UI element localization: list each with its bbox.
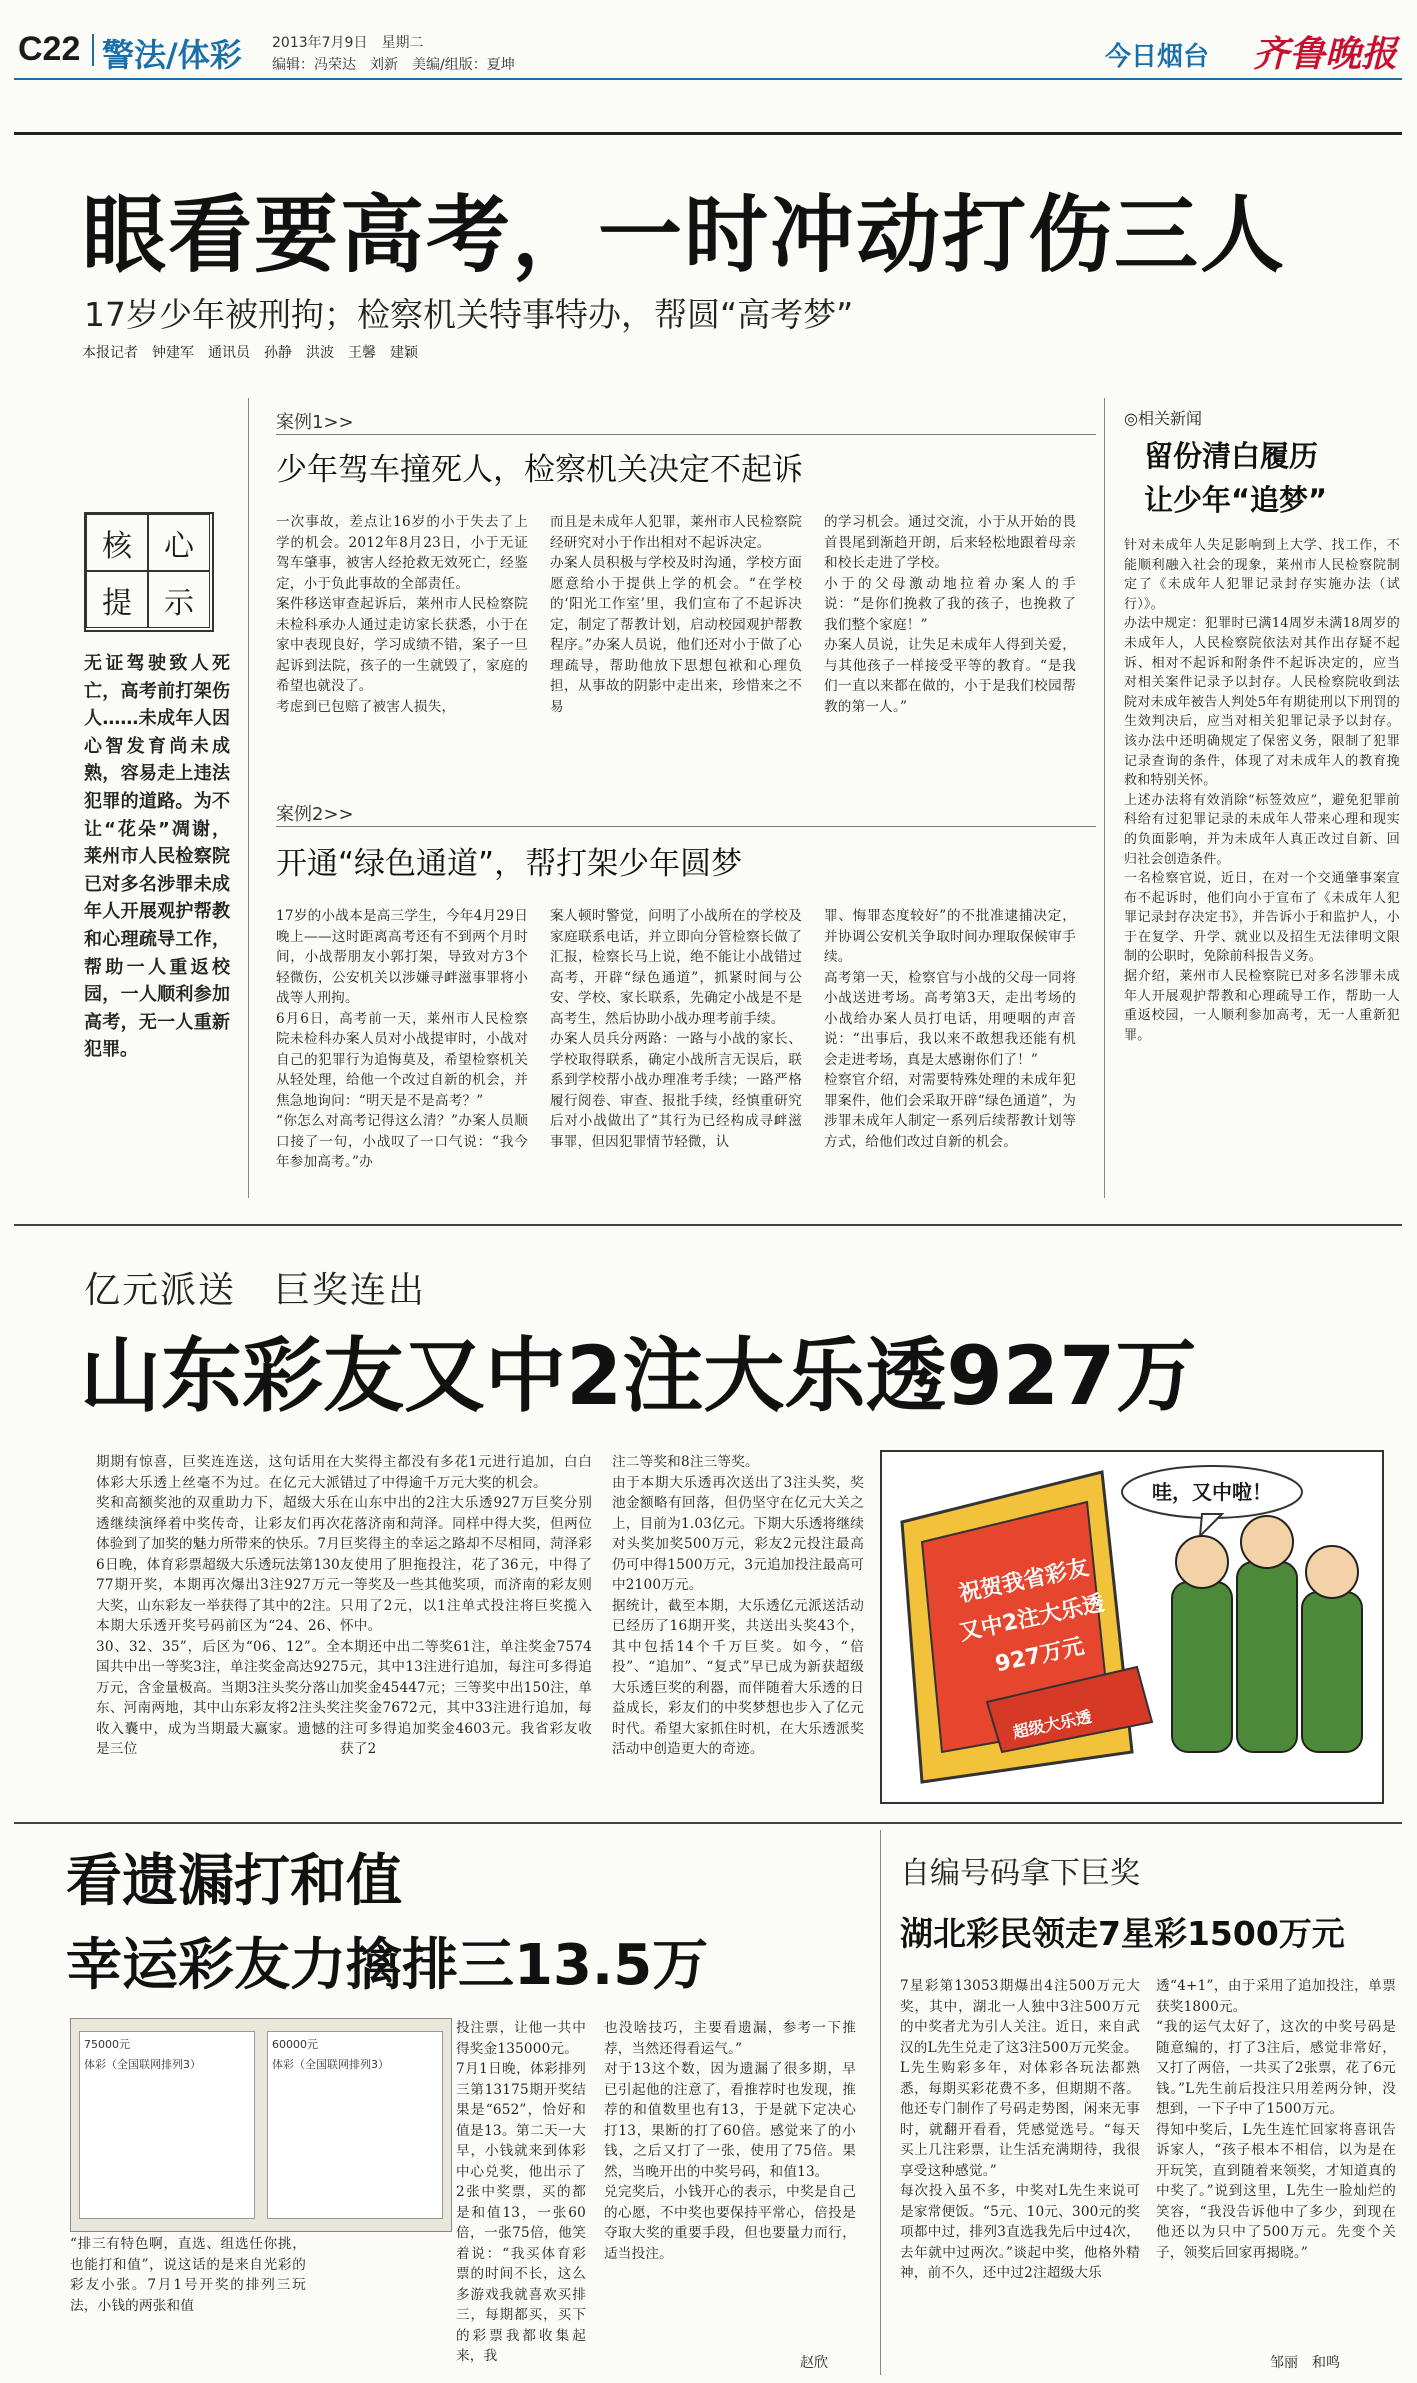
page-number: C22 [18,30,81,68]
cartoon-ribbon: 超级大乐透 [1011,1706,1094,1743]
section-rule [14,1822,1402,1824]
story3-signature: 赵欣 [800,2355,828,2371]
story2-column-2: 大奖得主都没有多花1元进行追加，白白错过了中得逾千万元大奖的机会。 在山东中出的2注大乐透927万巨奖分别花落济南和菏泽。同样中得大奖，但两位巨奖得主的幸运之路却不尽相同，菏泽彩友使用了胆拖投注，花了36元，中得了一等奖及一些其他奖项，而济南的彩友则只用了2元，以1注单式投注将巨奖揽入怀中。 本期还中出二等奖61注，单注奖金75745元，其中13注进行追加，每注可多得追加奖金45447元；三等奖中出150注，单注奖金7672元，其中33注进行追加，每注可多得追加奖金4603元。我省彩友收获了2 [340,1454,592,1757]
newspaper-logo: 齐鲁晚报 [1252,33,1397,75]
case1-rule [276,434,1096,435]
dateline: 2013年7月9日 星期二 [272,35,424,51]
ticket-caption: 体彩（全国联网排列3） [84,2058,201,2071]
case2-label: 案例2>> [276,804,354,825]
lottery-tickets-photo [70,2018,452,2232]
ticket-image [79,2031,255,2219]
related-news-tag: ◎相关新闻 [1124,409,1202,428]
related-news-title: 留份清白履历 让少年“追梦” [1144,439,1328,517]
story2-column-1: 期期有惊喜，巨奖连连送，这句话用在体彩大乐透上丝毫不为过。在亿元大派奖和高额奖池的双重助力下，超级大乐透继续演绎着中奖传奇，让彩友们再次体验到了加奖的魅力所带来的快乐。7月6日晚，体育彩票超级大乐透玩法第13077期开奖，本期再次爆出3注927万元大奖，山东彩友一举获得了其中的2注。 本期大乐透开奖号码前区为“24、26、30、32、35”，后区为“06、12”。全国共中出一等奖3注，单注奖金高达927万元，含金量极高。当期3注头奖分落山东、河南两地，其中山东彩友将2注头奖收入囊中，成为当期最大赢家。遗憾的是三位 [96,1454,340,1757]
story4-headline: 湖北彩民领走7星彩1500万元 [900,1914,1345,1953]
section-rule [14,1224,1402,1226]
story1-byline: 本报记者 钟建军 通讯员 孙静 洪波 王馨 建颖 [82,345,418,361]
cartoon-sign-text: 祝贺我省彩友 又中2注大乐透 927万元 [956,1555,1107,1678]
case1-column-2: 而且是未成年人犯罪，莱州市人民检察院经研究对小于作出相对不起诉决定。 办案人员积极与学校及时沟通，学校方面愿意给小于提供上学的机会。“在学校的‘阳光工作室’里，我们宣布了不起诉决定，制定了帮教计划，启动校园观护帮教程序。”办案人员说，他们还对小于做了心理疏导，帮助他放下思想包袱和心理负担，从事故的阴影中走出来，珍惜来之不易 [550,514,802,715]
case2-column-2: 案人顿时警觉，问明了小战所在的学校及家庭联系电话，并立即向分管检察长做了汇报，检察长马上说，绝不能让小战错过高考，开辟“绿色通道”，抓紧时间与公安、学校、家长联系，先确定小战是不是高考生，然后协助小战办理考前手续。 办案人员兵分两路：一路与小战的家长、学校取得联系，确定小战所言无误后，联系到学校帮小战办理准考手续；一路严格履行阅卷、审查、报批手续，经慎重研究后对小战做出了“其行为已经构成寻衅滋事罪，但因犯罪情节轻微，认 [550,908,802,1150]
story2-column-3: 注二等奖和8注三等奖。 由于本期大乐透再次送出了3注头奖，奖池金额略有回落，但仍坚守在亿元大关之上，目前为1.03亿元。下期大乐透将继续对头奖加奖500万元，彩友2元投注最高仍可中得1500万元，3元追加投注最高可中2100万元。 据统计，截至本期，大乐透亿元派送活动已经历了16期开奖，共送出头奖43个，其中包括14个千万巨奖。如今，“倍投”、“追加”、“复式”早已成为新获超级大乐透巨奖的利器，而伴随着大乐透的日益成长，彩友们的中奖梦想也步入了亿元时代。希望大家抓住时机，在大乐透派奖活动中创造更大的奇迹。 [612,1454,864,1757]
column-separator [1104,398,1105,1198]
case1-column-3: 的学习机会。通过交流，小于从开始的畏首畏尾到渐趋开朗，后来轻松地跟着母亲和校长走进了学校。 小于的父母激动地拉着办案人的手说：“是你们挽救了我的孩子，也挽救了我们整个家庭！” 办案人员说，让失足未成年人得到关爱，与其他孩子一样接受平等的教育。“是我们一直以来都在做的，小于是我们校园帮教的第一人。” [824,514,1076,715]
core-box-char: 提 [86,571,148,628]
today-yantai-label: 今日烟台 [1104,42,1209,72]
cartoon-speech-bubble: 哇，又中啦！ [1152,1480,1272,1504]
story3-column-0: “排三有特色啊，直选、组选任你挑，也能打和值”，说这话的是来自光彩的彩友小张。7月1号开奖的排列三玩法，小钱的两张和值 [70,2236,306,2314]
core-box-char: 心 [148,514,210,571]
story3-column-2: 也没啥技巧，主要看遗漏，参考一下推荐，当然还得看运气。” 对于13这个数，因为遗漏了很多期，早已引起他的注意了，看推荐时也发现，推荐的和值数里也有13，于是就下定决心打13，果断的打了60倍。感觉来了的小钱，之后又打了一张，使用了75倍。果然，当晚开出的中奖号码，和值13。 兑完奖后，小钱开心的表示，中奖是自己的心愿，不中奖也要保持平常心，倍投是夺取大奖的重要手段，但也要量力而行，适当投注。 [604,2020,856,2262]
case1-title: 少年驾车撞死人，检察机关决定不起诉 [276,452,803,488]
header-rule [14,78,1402,80]
core-summary-text: 无证驾驶致人死亡，高考前打架伤人……未成年人因心智发育尚未成熟，容易走上违法犯罪的道路。为不让“花朵”凋谢，莱州市人民检察院已对多名涉罪未成年人开展观护帮教和心理疏导工作，帮助一人重返校园，一人顺利参加高考，无一人重新犯罪。 [84,653,230,1061]
ticket-note: 60000元 [272,2038,318,2051]
story1-headline: 眼看要高考，一时冲动打伤三人 [82,186,1287,284]
related-news-text: 针对未成年人失足影响到上大学、找工作，不能顺利融入社会的现象，莱州市人民检察院制定了《未成年人犯罪记录封存实施办法（试行）》。 办法中规定：犯罪时已满14周岁未满18周岁的未成年人，人民检察院依法对其作出存疑不起诉、相对不起诉和附条件不起诉决定的，应当对相关案件记录予以封存。人民检察院收到法院对未成年被告人判处5年有期徒刑以下刑罚的生效判决后，应当对相关犯罪记录予以封存。该办法中还明确规定了保密义务，限制了犯罪记录查询的条件，体现了对未成年人的教育挽救和特别关怀。 上述办法将有效消除“标签效应”，避免犯罪前科给有过犯罪记录的未成年人带来心理和现实的负面影响，并为未成年人真正改过自新、回归社会创造条件。 一名检察官说，近日，在对一个交通肇事案宣布不起诉时，他们向小于宣布了《未成年人犯罪记录封存决定书》，并告诉小于和监护人，小于在复学、升学、就业以及招生无法律明文限制的公职时，免除前科报告义务。 据介绍，莱州市人民检察院已对多名涉罪未成年人开展观护帮教和心理疏导工作，帮助一人重返校园，一人顺利参加高考，无一人重新犯罪。 [1124,538,1400,1043]
page-header [0,0,1417,80]
editor-credits: 编辑：冯荣达 刘新 美编/组版：夏坤 [272,57,515,73]
story2-headline: 山东彩友又中2注大乐透927万 [80,1330,1197,1424]
ticket-image [267,2031,443,2219]
case2-column-3: 罪、悔罪态度较好”的不批准逮捕决定，并协调公安机关争取时间办理取保候审手续。 高考第一天，检察官与小战的父母一同将小战送进考场。高考第3天，走出考场的小战给办案人员打电话，用哽咽的声音说：“出事后，我以来不敢想我还能有机会走进考场，真是太感谢你们了！” 检察官介绍，对需要特殊处理的未成年犯罪案件，他们会采取开辟“绿色通道”，为涉罪未成年人制定一系列后续帮教计划等方式，给他们改过自新的机会。 [824,908,1076,1150]
core-box-char: 核 [86,514,148,571]
story4-column-2: 透“4+1”，由于采用了追加投注，单票获奖1800元。 “我的运气太好了，这次的中奖号码是随意编的，打了3注后，感觉非常好，又打了两倍，一共买了2张票，花了6元钱。”L先生前后投注只用差两分钟，没想到，一下子中了1500万元。 得知中奖后，L先生连忙回家将喜讯告诉家人，“孩子根本不相信，以为是在开玩笑，直到随着来领奖，才知道真的中奖了。”说到这里，L先生一脸灿烂的笑容，“我没告诉他中了多少，到现在他还以为只中了500万元。先变个关子，领奖后回家再揭晓。” [1156,1978,1396,2261]
ticket-note: 75000元 [84,2038,130,2051]
column-separator [880,1830,881,2375]
case2-title: 开通“绿色通道”，帮打架少年圆梦 [276,846,743,882]
story1-subhead: 17岁少年被刑拘；检察机关特事特办，帮圆“高考梦” [84,295,854,334]
story4-kicker: 自编号码拿下巨奖 [900,1856,1140,1891]
core-box-char: 示 [148,571,210,628]
story3-column-1: 投注票，让他一共中得奖金135000元。 7月1日晚，体彩排列三第13175期开奖结果是“652”，恰好和值是13。第二天一大早，小钱就来到体彩中心兑奖，他出示了2张中奖票，买的都是和值13，一张60倍，一张75倍，他笑着说：“我买体育彩票的时间不长，这么多游戏我就喜欢买排三，每期都买，买下的彩票我都收集起来，我 [456,2020,586,2364]
case1-label: 案例1>> [276,412,354,433]
case2-rule [276,826,1096,827]
ticket-caption: 体彩（全国联网排列3） [272,2058,389,2071]
section-title: 警法/体彩 [102,36,242,74]
top-rule [14,132,1402,135]
case1-column-1: 一次事故，差点让16岁的小于失去了上学的机会。2012年8月23日，小于无证驾车肇事，被害人经抢救无效死亡，经鉴定，小于负此事故的全部责任。 案件移送审查起诉后，莱州市人民检察院未检科承办人通过走访家长获悉，小于在家中表现良好，学习成绩不错，案子一旦起诉到法院，孩子的一生就毁了，家庭的希望也就没了。 考虑到已包赔了被害人损失， [276,514,528,715]
story4-signature: 邹丽 和鸣 [1270,2355,1340,2371]
story3-headline: 看遗漏打和值 幸运彩友力擒排三13.5万 [66,1849,709,1998]
story2-kicker: 亿元派送 巨奖连出 [84,1270,427,1311]
case2-column-1: 17岁的小战本是高三学生，今年4月29日晚上——这时距离高考还有不到两个月时间，小战帮朋友小郭打架，导致对方3个轻微伤，公安机关以涉嫌寻衅滋事罪将小战等人刑拘。 6月6日，高考前一天，莱州市人民检察院未检科办案人员对小战提审时，小战对自己的犯罪行为追悔莫及，希望检察机关从轻处理，给他一个改过自新的机会，并焦急地询问：“明天是不是高考？” “你怎么对高考记得这么清？”办案人员顺口接了一句，小战叹了一口气说：“我今年参加高考。”办 [276,908,528,1170]
header-divider [92,34,94,66]
core-summary-box [84,512,214,632]
lottery-cartoon-illustration [880,1450,1384,1804]
column-separator [248,398,249,1198]
story4-column-1: 7星彩第13053期爆出4注500万元大奖，其中，湖北一人独中3注500万元的中奖者尤为引人关注。近日，来自武汉的L先生兑走了这3注500万元奖金。 L先生购彩多年，对体彩各玩法都熟悉，每期买彩花费不多，但期期不落。他还专门制作了号码走势图，闲来无事时，就翻开看看，凭感觉选号。“每天买上几注彩票，让生活充满期待，我很享受这种感觉。” 每次投入虽不多，中奖对L先生来说可是家常便饭。“5元、10元、300元的奖项都中过，排列3直选我先后中过4次，去年就中过两次。”谈起中奖，他格外精神，前不久，还中过2注超级大乐 [900,1978,1140,2281]
